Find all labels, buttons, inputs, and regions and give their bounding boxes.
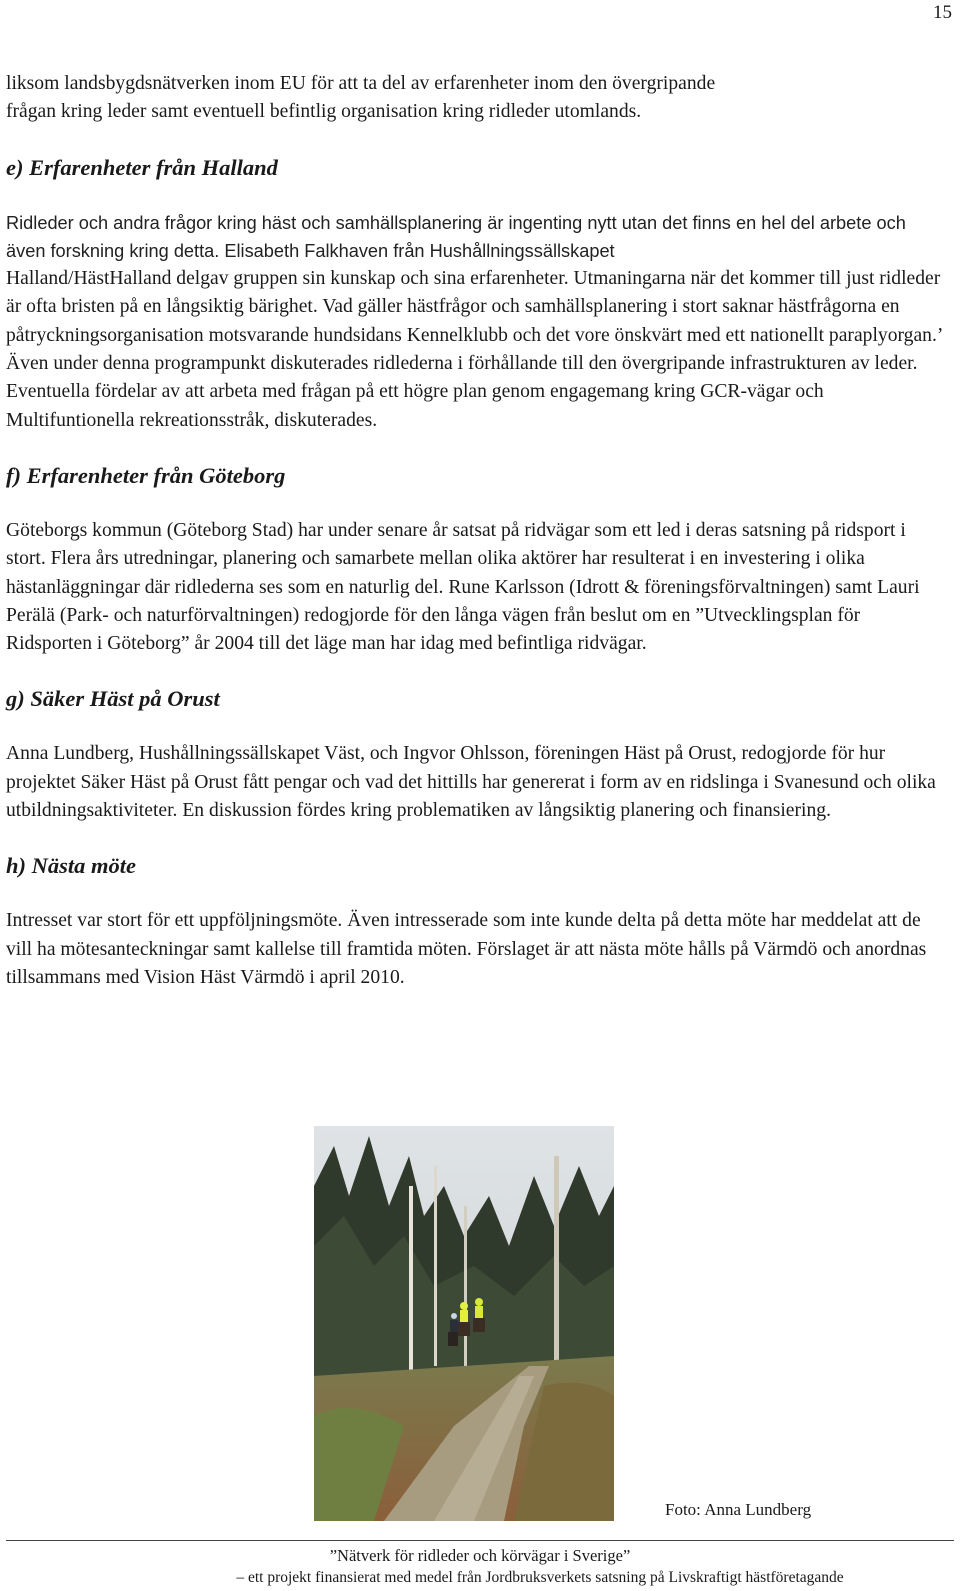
footer-line-2: – ett projekt finansierat med medel från Jordbruksverkets satsning på Livskraftigt hästföretagande	[236, 1569, 844, 1586]
footer-divider	[6, 1540, 954, 1541]
section-h-body: Intresset var stort för ett uppföljningsmöte. Även intresserade som inte kunde delta på detta möte har meddelat att de vill ha mötesanteckningar samt kallelse till framtida möten. Förslaget är att nästa möte hålls på Värmdö och anordnas tillsammans med Vision Häst Värmdö i april 2010.	[6, 910, 927, 988]
section-f-body: Göteborgs kommun (Göteborg Stad) har under senare år satsat på ridvägar som ett led i deras satsning på ridsport i stort. Flera års utredningar, planering och samarbete mellan olika aktörer har resulterat i en investering i olika hästanläggningar där ridlederna ses som en naturlig del. Rune Karlsson (Idrott & föreningsförvaltningen) samt Lauri Perälä (Park- och naturförvaltningen) redogjorde för den långa vägen från beslut om en ”Utvecklingsplan för Ridsporten i Göteborg” år 2004 till det läge man har idag med befintliga ridvägar.	[6, 519, 920, 655]
section-g-body: Anna Lundberg, Hushållningssällskapet Väst, och Ingvor Ohlsson, föreningen Häst på Orust, redogjorde för hur projektet Säker Häst på Orust fått pengar och vad det hittills har genererat i form av en ridslinga i Svanesund och olika utbildningsaktiviteter. En diskussion fördes kring problematiken av långsiktig planering och finansiering.	[6, 743, 936, 822]
section-f-heading: f) Erfarenheter från Göteborg	[6, 462, 286, 488]
section-e-serif-text: Halland/HästHalland delgav gruppen sin kunskap och sina erfarenheter. Utmaningarna när det kommer till just ridleder är ofta bristen på en långsiktig bärighet. Vad gäller hästfrågor och samhällsplanering i stort saknar hästfrågorna en påtryckningsorganisation motsvarande hundsidans Kennelklubb och det vore önskvärt med ett nationellt paraplyorgan.’	[6, 268, 944, 346]
section-e-heading: e) Erfarenheter från Halland	[6, 154, 278, 180]
intro-line-2: frågan kring leder samt eventuell befintlig organisation kring ridleder utomlands.	[6, 101, 642, 123]
forest-trail-illustration	[314, 1126, 614, 1521]
page-number: 15	[933, 2, 952, 23]
section-e-sans-text: Ridleder och andra frågor kring häst och samhällsplanering är ingenting nytt utan det finns en hel del arbete och även forskning kring detta. Elisabeth Falkhaven från Hushållningssällskapet	[6, 212, 906, 261]
photo-caption: Foto: Anna Lundberg	[665, 1500, 812, 1519]
section-g-heading: g) Säker Häst på Orust	[6, 686, 220, 712]
section-e-paragraph-2: Även under denna programpunkt diskuterades ridlederna i förhållande till den övergripande infrastrukturen av leder. Eventuella fördelar av att arbeta med frågan på ett högre plan genom engagemang kring GCR-vägar och Multifuntionella rekreationsstråk, diskuterades.	[6, 353, 918, 431]
forest-trail-photo	[314, 1126, 614, 1521]
document-body	[6, 70, 950, 992]
footer-line-1: ”Nätverk för ridleder och körvägar i Sverige”	[329, 1546, 631, 1565]
section-h-heading: h) Nästa möte	[6, 853, 137, 879]
intro-line-1: liksom landsbygdsnätverken inom EU för att ta del av erfarenheter inom den övergripande	[6, 73, 716, 94]
